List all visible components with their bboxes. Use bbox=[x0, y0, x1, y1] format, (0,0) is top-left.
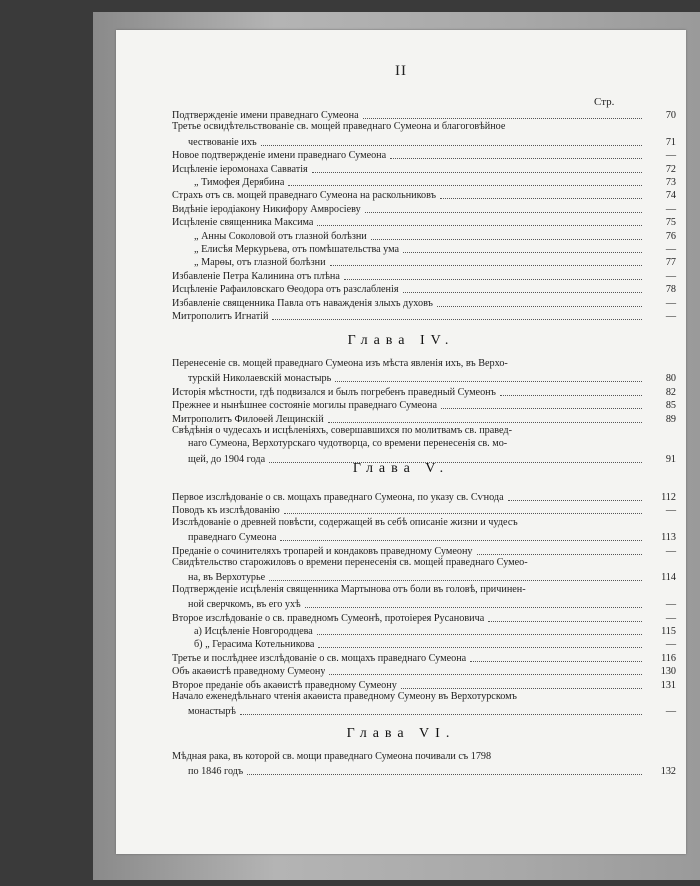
toc-entry-page: 72 bbox=[665, 163, 676, 175]
toc-entry-page: — bbox=[665, 297, 676, 309]
toc-entry bbox=[194, 624, 676, 638]
dot-leader bbox=[288, 185, 642, 186]
toc-entry: Свидѣтельство старожиловъ о времени перенесенія св. мощей праведнаго Сумео- bbox=[172, 557, 528, 568]
toc-entry bbox=[188, 597, 676, 611]
toc-entry bbox=[172, 611, 676, 625]
dot-leader bbox=[317, 225, 642, 226]
chapter-heading: Глава V. bbox=[352, 461, 450, 476]
toc-entry bbox=[188, 530, 676, 544]
toc-entry-page: — bbox=[665, 203, 676, 215]
dot-leader bbox=[329, 674, 642, 675]
page-number: II bbox=[395, 63, 407, 79]
toc-entry-page: 132 bbox=[660, 766, 676, 778]
toc-entry bbox=[194, 637, 676, 651]
toc-entry-page: — bbox=[665, 545, 676, 557]
toc-entry-title: чествованіе ихъ bbox=[188, 136, 257, 148]
dot-leader bbox=[247, 774, 642, 775]
toc-entry-title: Подтвержденіе имени праведнаго Сумеона bbox=[172, 110, 359, 121]
toc-entry bbox=[194, 175, 676, 189]
toc-entry-title: „ Тимофея Дерябина bbox=[194, 177, 285, 188]
dot-leader bbox=[328, 422, 642, 423]
toc-entry-page: — bbox=[665, 612, 676, 624]
toc-entry-page: — bbox=[665, 244, 676, 255]
dot-leader bbox=[240, 714, 642, 715]
dot-leader bbox=[261, 145, 642, 146]
toc-entry-title: Митрополитъ Игнатій bbox=[172, 311, 269, 322]
toc-entry bbox=[172, 651, 676, 665]
toc-entry bbox=[194, 229, 676, 243]
toc-entry bbox=[172, 503, 676, 517]
toc-entry bbox=[172, 385, 676, 399]
dot-leader bbox=[470, 661, 642, 662]
toc-entry-page: — bbox=[665, 599, 676, 611]
dot-leader bbox=[284, 513, 642, 514]
dot-leader bbox=[508, 500, 642, 501]
dot-leader bbox=[317, 634, 642, 635]
dot-leader bbox=[344, 279, 642, 280]
toc-entry-page: — bbox=[665, 311, 676, 322]
dot-leader bbox=[403, 292, 642, 293]
chapter-heading: Глава VI. bbox=[346, 726, 456, 741]
toc-entry bbox=[188, 764, 676, 778]
toc-entry: наго Сумеона, Верхотурскаго чудотворца, со времени перенесенія св. мо- bbox=[188, 438, 508, 450]
toc-entry-page: 78 bbox=[665, 284, 676, 296]
toc-entry: Начало еженедѣльнаго чтенія акаѳиста праведному Сумеону въ Верхотурскомъ bbox=[172, 691, 517, 702]
toc-entry-title: б) „ Герасима Котельникова bbox=[194, 639, 315, 651]
toc-entry-page: — bbox=[665, 150, 676, 162]
dot-leader bbox=[312, 172, 642, 173]
dot-leader bbox=[500, 395, 642, 396]
toc-entry bbox=[188, 135, 676, 149]
dot-leader bbox=[335, 381, 642, 382]
toc-entry-title: на, въ Верхотурье bbox=[188, 572, 266, 584]
toc-entry bbox=[172, 148, 676, 162]
toc-entry-page: — bbox=[665, 505, 676, 517]
dot-leader bbox=[488, 621, 642, 622]
page-column-header: Стр. bbox=[594, 96, 615, 108]
toc-entry-page: 82 bbox=[665, 386, 676, 398]
dot-leader bbox=[371, 239, 642, 240]
toc-entry-page: 80 bbox=[665, 373, 676, 385]
toc-entry bbox=[172, 678, 676, 692]
toc-entry bbox=[172, 296, 676, 310]
dot-leader bbox=[441, 408, 642, 409]
dot-leader bbox=[390, 158, 642, 159]
toc-entry-title: по 1846 годъ bbox=[188, 766, 244, 778]
toc-entry-page: 114 bbox=[661, 572, 676, 584]
toc-entry-title: Избавленіе священника Павла отъ наважденія злыхъ духовъ bbox=[172, 297, 433, 309]
toc-entry bbox=[172, 412, 676, 426]
toc-entry bbox=[172, 490, 676, 504]
toc-entry bbox=[172, 269, 676, 283]
toc-entry bbox=[194, 255, 676, 269]
toc-entry-page: 75 bbox=[665, 217, 676, 229]
toc-entry-page: 77 bbox=[665, 257, 676, 269]
toc-entry-title: Исторія мѣстности, гдѣ подвизался и былъ погребенъ праведный Сумеонъ bbox=[172, 386, 496, 398]
toc-entry bbox=[172, 108, 676, 122]
toc-entry bbox=[188, 371, 676, 385]
toc-entry bbox=[172, 215, 676, 229]
dot-leader bbox=[280, 540, 642, 541]
toc-entry: Мѣдная рака, въ которой св. мощи праведнаго Сумеона почивали съ 1798 bbox=[172, 751, 492, 762]
toc-entry-page: 73 bbox=[665, 177, 676, 188]
toc-entry-page: 76 bbox=[665, 230, 676, 242]
toc-entry-page: — bbox=[665, 270, 676, 282]
toc-entry-title: „ Анны Соколовой отъ глазной болѣзни bbox=[194, 230, 367, 242]
toc-entry-title: Исцѣленіе священника Максима bbox=[172, 217, 314, 229]
dot-leader bbox=[272, 319, 642, 320]
toc-entry-page: 130 bbox=[660, 666, 676, 678]
toc-entry-title: праведнаго Сумеона bbox=[188, 532, 277, 544]
toc-entry-title: Преданіе о сочинителяхъ тропарей и кондаковъ праведному Сумеону bbox=[172, 545, 473, 557]
toc-entry-title: „ Елисѣя Меркурьева, отъ помѣшательства ума bbox=[194, 244, 400, 255]
toc-entry bbox=[172, 282, 676, 296]
toc-entry bbox=[172, 202, 676, 216]
toc-entry bbox=[172, 188, 676, 202]
toc-entry-title: Страхъ отъ св. мощей праведнаго Сумеона на раскольниковъ bbox=[172, 190, 436, 202]
dot-leader bbox=[401, 688, 642, 689]
toc-entry-title: Избавленіе Петра Калинина отъ плѣна bbox=[172, 270, 340, 282]
toc-entry-page: 116 bbox=[661, 652, 676, 664]
toc-entry: Подтвержденіе исцѣленія священника Мартынова отъ боли въ головѣ, причинен- bbox=[172, 583, 526, 595]
toc-entry-page: 89 bbox=[665, 413, 676, 425]
toc-entry-page: — bbox=[665, 639, 676, 651]
toc-entry bbox=[188, 704, 676, 718]
toc-entry-page: 112 bbox=[661, 492, 676, 503]
toc-entry-title: щей, до 1904 года bbox=[188, 453, 266, 465]
toc-entry-page: 74 bbox=[665, 190, 676, 202]
dot-leader bbox=[318, 647, 642, 648]
chapter-heading: Глава IV. bbox=[347, 333, 455, 348]
toc-entry-title: „ Марѳы, отъ глазной болѣзни bbox=[194, 257, 326, 269]
toc-entry-title: монастырѣ bbox=[188, 706, 236, 718]
toc-entry bbox=[172, 664, 676, 678]
toc-entry-title: Прежнее и нынѣшнее состояніе могилы праведнаго Сумеона bbox=[172, 400, 437, 412]
dot-leader bbox=[365, 212, 642, 213]
dot-leader bbox=[330, 265, 642, 266]
toc-entry-title: Новое подтвержденіе имени праведнаго Сумеона bbox=[172, 150, 387, 162]
toc-entry-page: 113 bbox=[661, 532, 676, 544]
toc-entry-title: Исцѣленіе Рафаиловскаго Ѳеодора отъ разслабленія bbox=[172, 284, 399, 296]
toc-entry-title: Первое изслѣдованіе о св. мощахъ праведнаго Сумеона, по указу св. Сѵнода bbox=[172, 492, 504, 503]
toc-entry-title: ной сверчкомъ, въ его ухѣ bbox=[188, 599, 301, 611]
toc-entry: Перенесеніе св. мощей праведнаго Сумеона изъ мѣста явленія ихъ, въ Верхо- bbox=[172, 358, 508, 369]
toc-entry-page: 70 bbox=[665, 110, 676, 121]
book-page bbox=[116, 30, 686, 854]
dot-leader bbox=[440, 198, 642, 199]
toc-entry bbox=[194, 242, 676, 256]
toc-entry-title: Объ акаѳистѣ праведному Сумеону bbox=[172, 666, 326, 678]
dot-leader bbox=[403, 252, 642, 253]
toc-entry-title: Поводъ къ изслѣдованію bbox=[172, 505, 280, 517]
toc-entry-title: Видѣніе іеродіакону Никифору Амвросіеву bbox=[172, 203, 361, 215]
toc-entry bbox=[172, 398, 676, 412]
toc-entry-page: — bbox=[665, 706, 676, 718]
toc-entry-page: 115 bbox=[661, 626, 676, 637]
dot-leader bbox=[437, 306, 642, 307]
toc-entry-title: турскій Николаевскій монастырь bbox=[188, 373, 332, 385]
toc-entry-page: 131 bbox=[660, 679, 676, 691]
dot-leader bbox=[305, 607, 642, 608]
toc-entry bbox=[172, 309, 676, 323]
toc-entry-title: Второе изслѣдованіе о св. праведномъ Сумеонѣ, протоіерея Русановича bbox=[172, 612, 485, 624]
toc-entry-title: Второе преданіе объ акаѳистѣ праведному Сумеону bbox=[172, 679, 397, 691]
toc-entry bbox=[172, 162, 676, 176]
dot-leader bbox=[477, 554, 643, 555]
toc-entry-title: а) Исцѣленіе Новгородцева bbox=[194, 626, 313, 637]
toc-entry-page: 85 bbox=[665, 400, 676, 412]
toc-entry bbox=[188, 570, 676, 584]
toc-entry: Третье освидѣтельствованіе св. мощей праведнаго Сумеона и благоговѣйное bbox=[172, 121, 506, 133]
toc-entry: Изслѣдованіе о древней повѣсти, содержащей въ себѣ описаніе жизни и чудесъ bbox=[172, 516, 518, 528]
toc-entry-title: Митрополитъ Филоѳей Лещинскій bbox=[172, 413, 324, 425]
toc-entry: Свѣдѣнія о чудесахъ и исцѣленіяхъ, совершавшихся по молитвамъ св. правед- bbox=[172, 425, 512, 436]
toc-entry-page: 71 bbox=[665, 136, 676, 148]
toc-entry-page: 91 bbox=[665, 453, 676, 465]
dot-leader bbox=[363, 118, 642, 119]
toc-entry-title: Исцѣленіе іеромонаха Савватія bbox=[172, 163, 308, 175]
dot-leader bbox=[269, 580, 642, 581]
toc-entry-title: Третье и послѣднее изслѣдованіе о св. мощахъ праведнаго Сумеона bbox=[172, 652, 467, 664]
toc-entry bbox=[172, 544, 676, 558]
